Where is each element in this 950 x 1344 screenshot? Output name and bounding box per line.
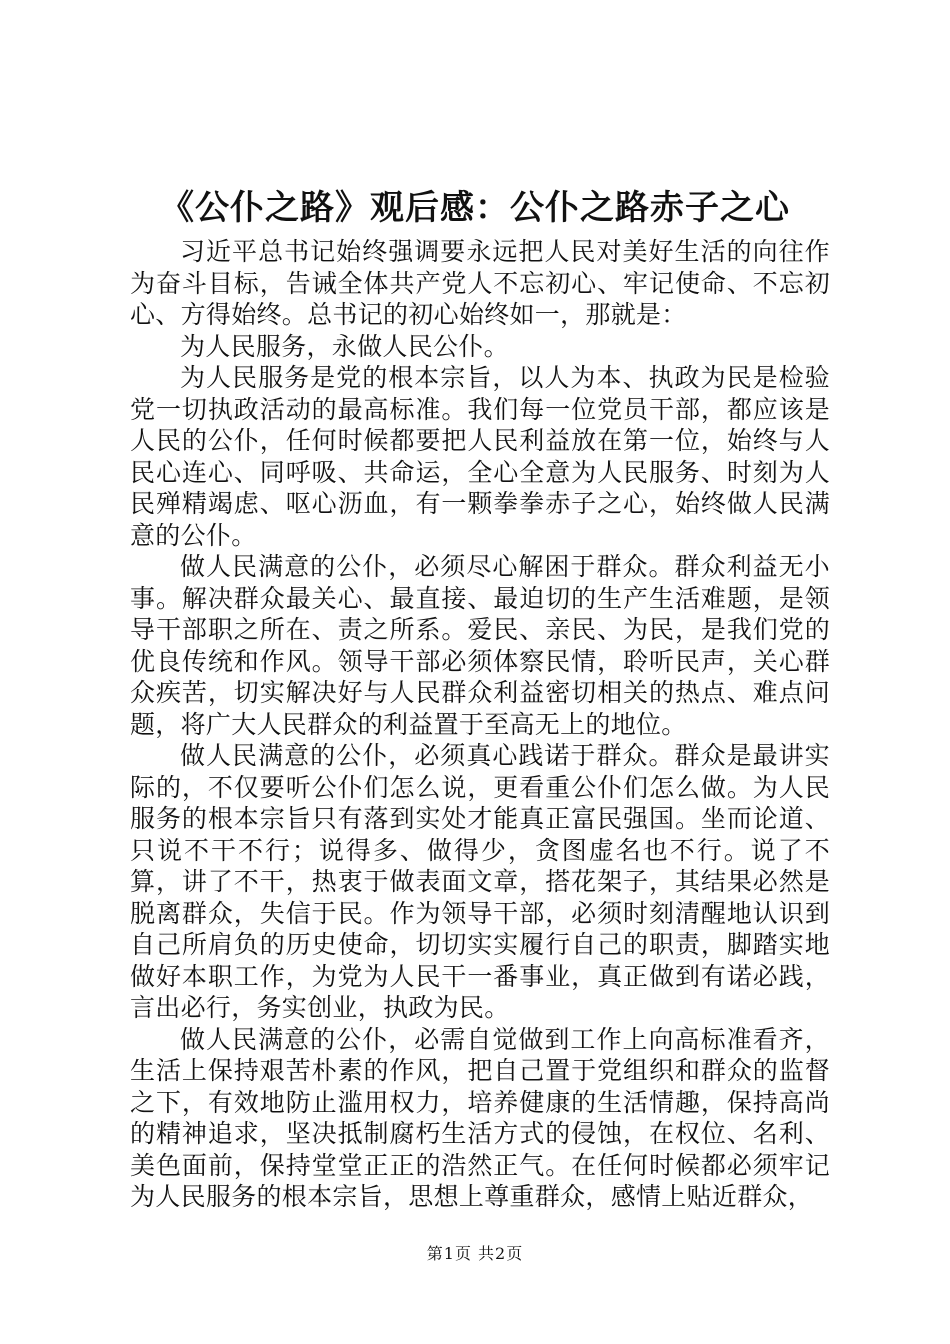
paragraph: 做人民满意的公仆，必须尽心解困于群众。群众利益无小事。解决群众最关心、最直接、最迫切的生产生活难题，是领导干部职之所在、责之所系。爱民、亲民、为民，是我们党的优良传统和作风。领导干部必须体察民情，聆听民声，关心群众疾苦，切实解决好与人民群众利益密切相关的热点、难点问题，将广大人民群众的利益置于至高无上的地位。 xyxy=(130,552,830,739)
paragraph: 做人民满意的公仆，必需自觉做到工作上向高标准看齐，生活上保持艰苦朴素的作风，把自己置于党组织和群众的监督之下，有效地防止滥用权力，培养健康的生活情趣，保持高尚的精神追求，坚决抵制腐朽生活方式的侵蚀，在权位、名利、美色面前，保持堂堂正正的浩然正气。在任何时候都必须牢记为人民服务的根本宗旨，思想上尊重群众，感情上贴近群众， xyxy=(130,1024,830,1211)
document-title: 《公仆之路》观后感：公仆之路赤子之心 xyxy=(160,188,790,228)
paragraph: 习近平总书记始终强调要永远把人民对美好生活的向往作为奋斗目标，告诫全体共产党人不忘初心、牢记使命、不忘初心、方得始终。总书记的初心始终如一，那就是： xyxy=(130,237,830,329)
paragraph: 做人民满意的公仆，必须真心践诺于群众。群众是最讲实际的，不仅要听公仆们怎么说，更看重公仆们怎么做。为人民服务的根本宗旨只有落到实处才能真正富民强国。坐而论道、只说不干不行；说得多、做得少，贪图虚名也不行。说了不算，讲了不干，热衷于做表面文章，搭花架子，其结果必然是脱离群众，失信于民。作为领导干部，必须时刻清醒地认识到自己所肩负的历史使命，切切实实履行自己的职责，脚踏实地做好本职工作，为党为人民干一番事业，真正做到有诺必践，言出必行，务实创业，执政为民。 xyxy=(130,741,830,1022)
page-number-footer: 第1页 共2页 xyxy=(426,1244,524,1263)
paragraph: 为人民服务，永做人民公仆。 xyxy=(180,331,509,361)
paragraph: 为人民服务是党的根本宗旨，以人为本、执政为民是检验党一切执政活动的最高标准。我们每一位党员干部，都应该是人民的公仆，任何时候都要把人民利益放在第一位，始终与人民心连心、同呼吸、共命运，全心全意为人民服务、时刻为人民殚精竭虑、呕心沥血，有一颗拳拳赤子之心，始终做人民满意的公仆。 xyxy=(130,363,830,550)
document-body xyxy=(130,236,830,1213)
